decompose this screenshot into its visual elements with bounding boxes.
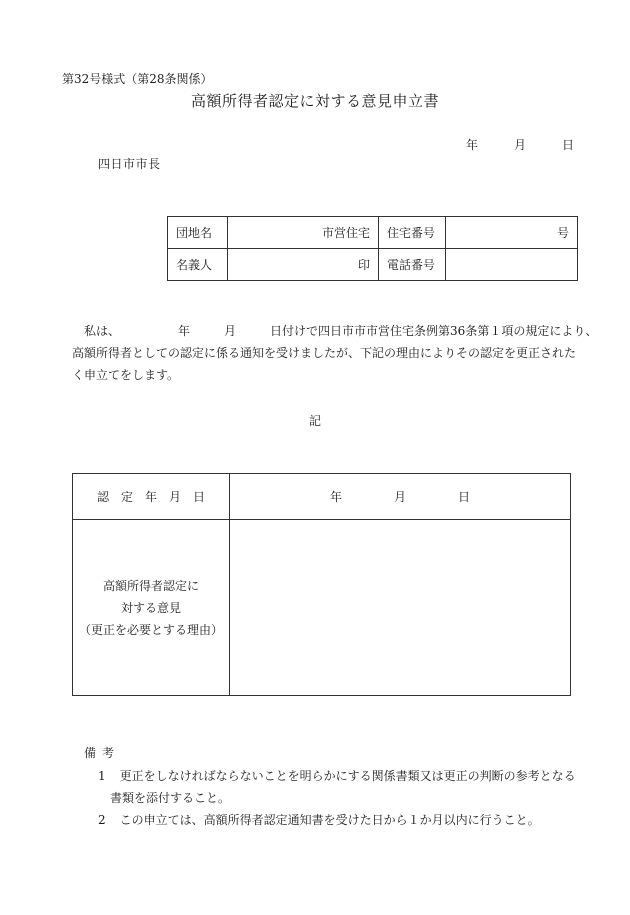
- statement-line-2: 高額所得者としての認定に係る通知を受けましたが、下記の理由によりその認定を更正された: [72, 346, 577, 360]
- table-row: [73, 520, 571, 696]
- applicant-info-table: [167, 216, 578, 281]
- housing-complex-field[interactable]: 市営住宅: [228, 217, 379, 249]
- opinion-label: 高額所得者認定に 対する意見 （更正を必要とする理由）: [73, 520, 230, 696]
- date-month: 月: [514, 138, 527, 152]
- date-day: 日: [562, 138, 575, 152]
- certification-date-label: 認 定 年 月 日: [73, 474, 230, 520]
- holder-name-field[interactable]: 印: [228, 249, 379, 281]
- opinion-table: [72, 473, 571, 696]
- housing-number-field[interactable]: 号: [446, 217, 578, 249]
- notes-title: 備考: [84, 746, 121, 760]
- holder-name-label: 名義人: [168, 249, 228, 281]
- note-item-1-continued: 書類を添付すること。: [110, 791, 231, 805]
- housing-number-label: 住宅番号: [379, 217, 446, 249]
- note-item-2: 2 この申立ては、高額所得者認定通知書を受けた日から１か月以内に行うこと。: [98, 813, 540, 827]
- housing-complex-label: 団地名: [168, 217, 228, 249]
- statement-line-3: く申立てをします。: [72, 368, 180, 382]
- document-title: 高額所得者認定に対する意見申立書: [190, 92, 439, 110]
- date-year: 年: [466, 138, 479, 152]
- form-number: 第32号様式（第28条関係）: [62, 72, 213, 86]
- addressee: 四日市市長: [98, 157, 161, 171]
- table-row: [168, 249, 578, 281]
- phone-number-field[interactable]: [446, 249, 578, 281]
- statement-line-1: 私は、 年 月 日付けで四日市市市営住宅条例第36条第１項の規定により、: [84, 324, 598, 338]
- notice-year: 年: [178, 324, 191, 338]
- note-item-1: 1 更正をしなければならないことを明らかにする関係書類又は更正の判断の参考となる: [98, 769, 576, 783]
- ki-heading: 記: [308, 414, 321, 428]
- opinion-field[interactable]: [230, 520, 571, 696]
- phone-number-label: 電話番号: [379, 249, 446, 281]
- notice-month: 月: [224, 324, 237, 338]
- statement-paragraph: [72, 320, 598, 386]
- table-row: [168, 217, 578, 249]
- certification-date-field[interactable]: 年 月 日: [230, 474, 571, 520]
- table-row: [73, 474, 571, 520]
